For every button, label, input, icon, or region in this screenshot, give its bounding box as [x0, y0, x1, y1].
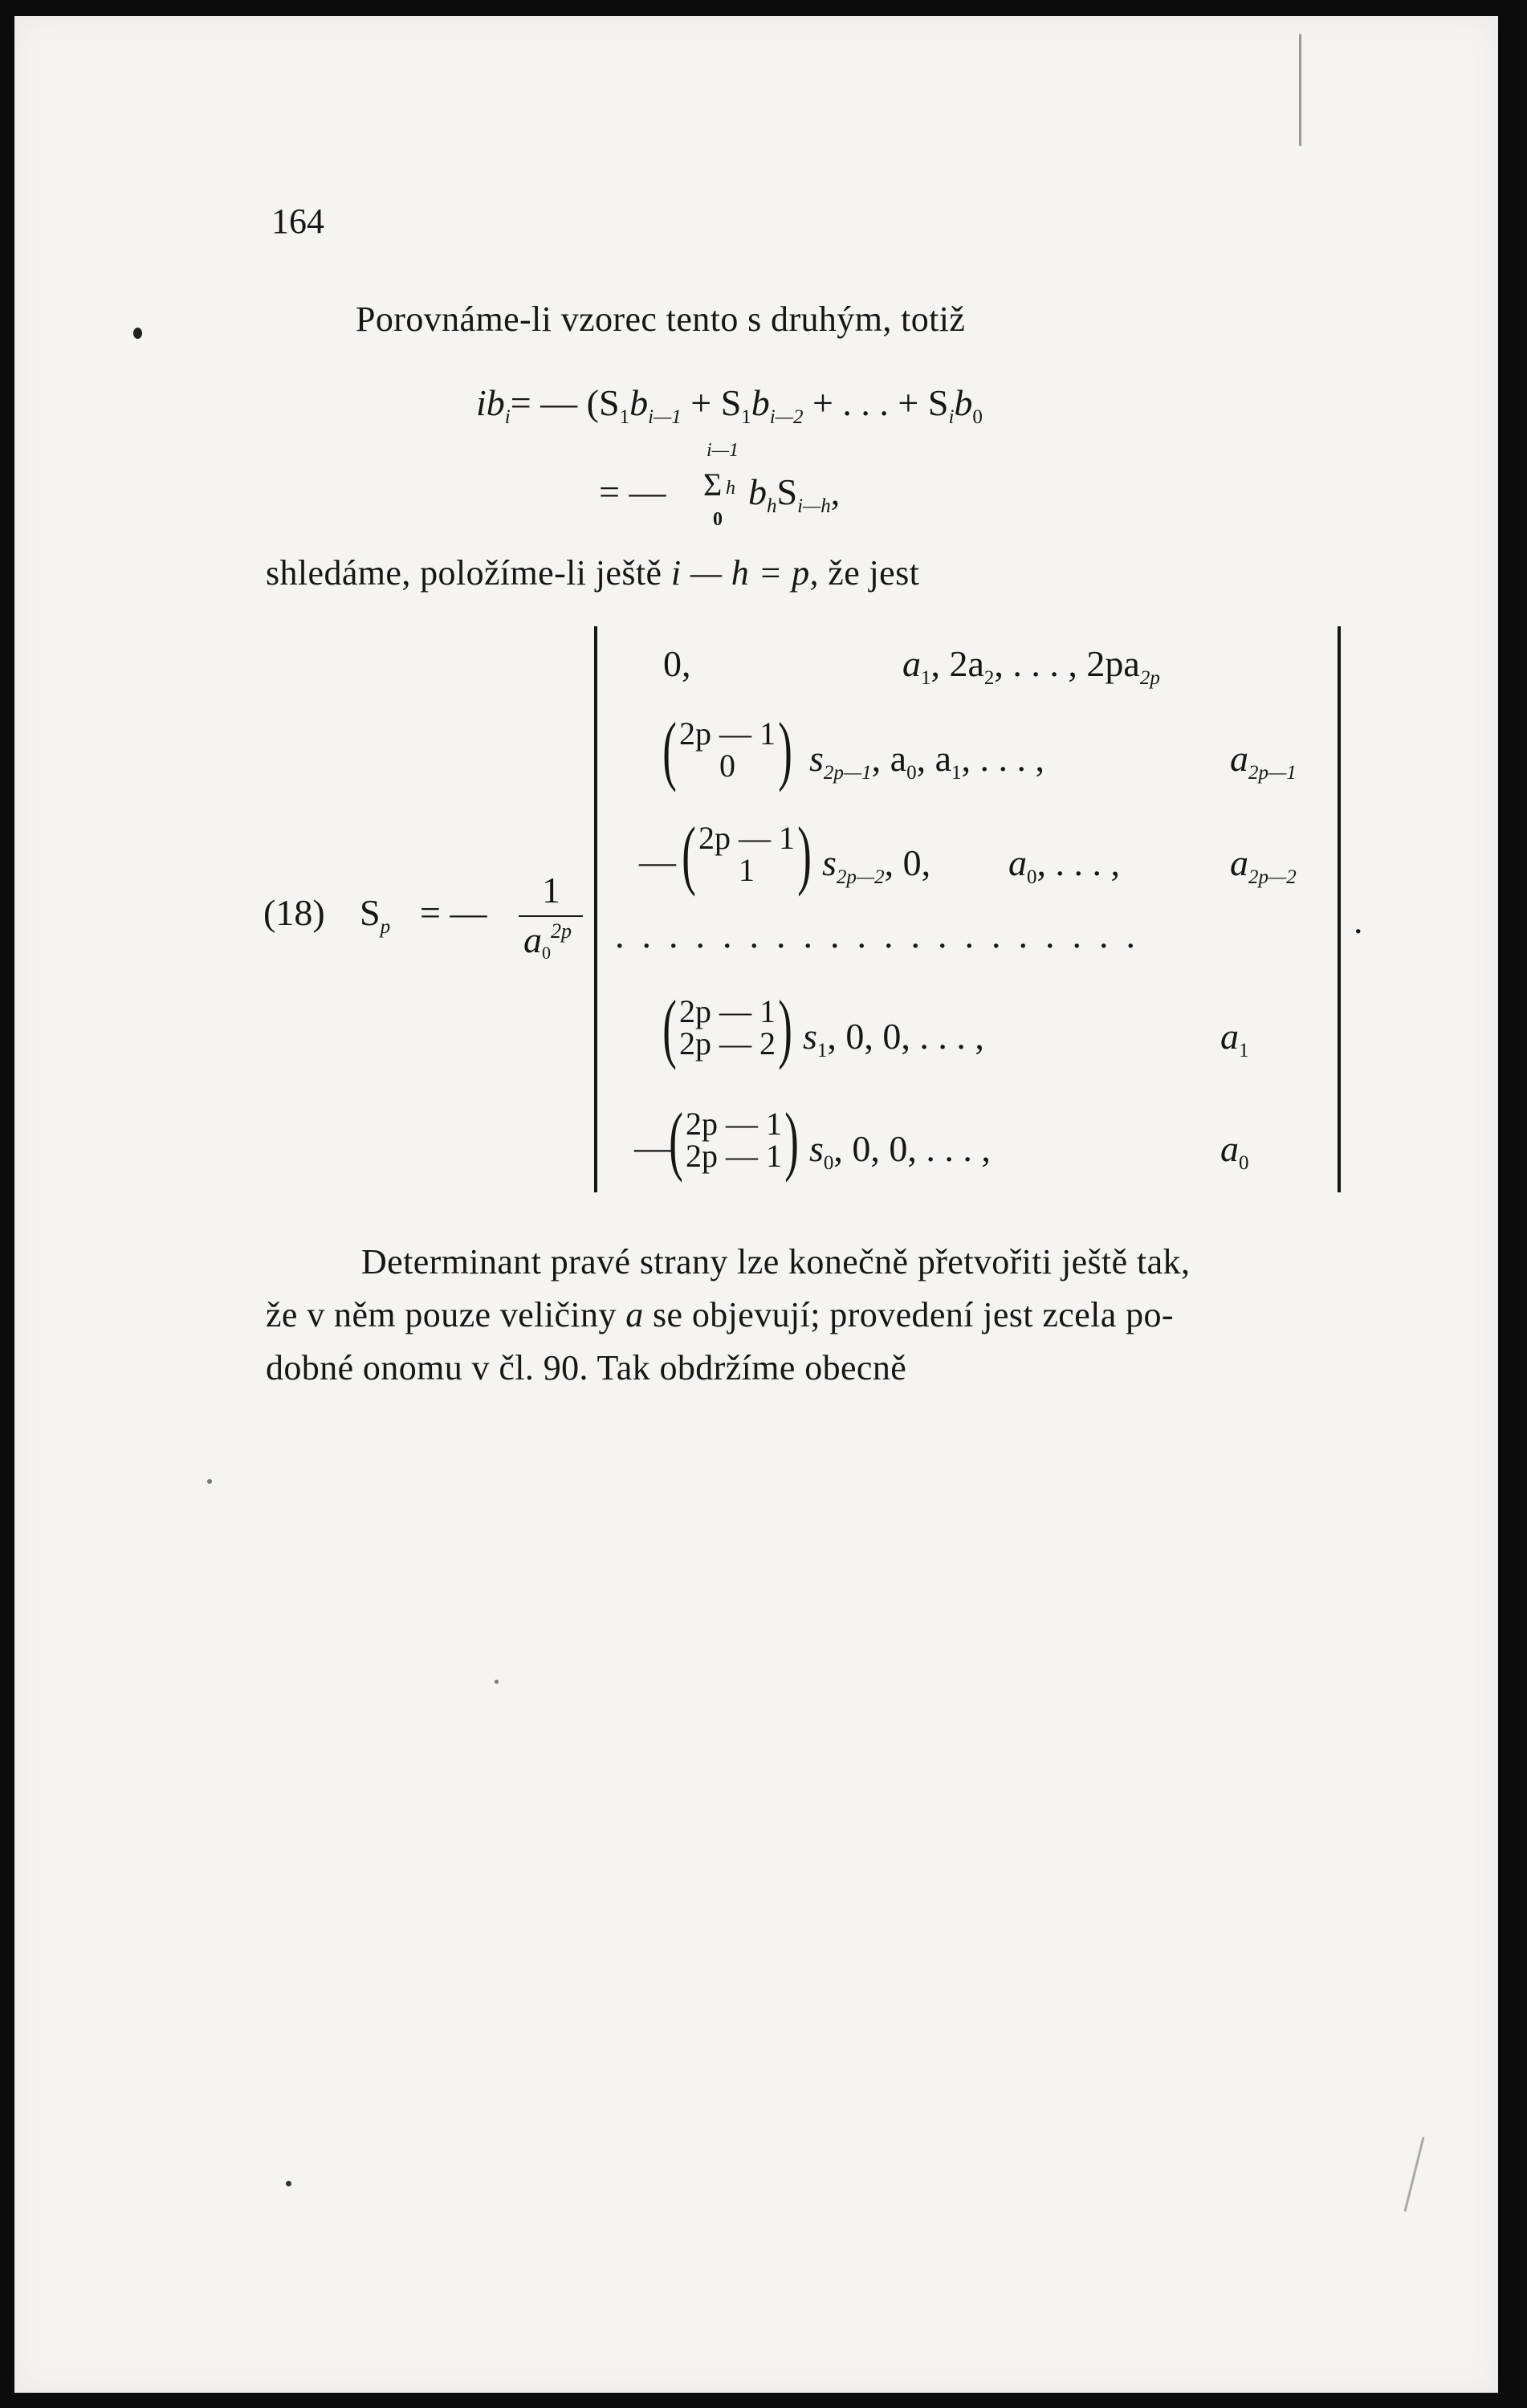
- det-row-5-last: $a_1$: [1220, 1016, 1249, 1061]
- det-row-2-values: $s_{2p—1}$, $a_0$, $a_1$, . . . ,: [809, 738, 1044, 784]
- scan-mark: [1299, 34, 1301, 146]
- sum-upper-limit: i—1: [706, 440, 739, 461]
- sum-sign: Σ: [703, 467, 723, 503]
- scan-speck: [495, 1680, 499, 1684]
- det-row-2-last: $a_{2p—1}$: [1230, 738, 1297, 784]
- det-row-3-last: $a_{2p—2}$: [1230, 842, 1297, 888]
- equation-label: (18): [263, 892, 325, 933]
- equation-lhs: $S_p$: [360, 892, 391, 938]
- determinant-left-bar: [594, 626, 597, 1192]
- sum-index: h: [726, 478, 735, 499]
- det-row-3-values: $s_{2p—2}$, 0,: [822, 842, 931, 888]
- page-number: 164: [271, 202, 324, 241]
- binomial-coefficient: ( 2p — 1 1 ): [682, 811, 812, 897]
- paragraph-line-2: že v něm pouze veličiny a se objevují; provedení jest zcela po-: [266, 1295, 1174, 1334]
- equation-end-dot: .: [1354, 900, 1363, 941]
- sum-term: $b_hS_{i—h}$,: [748, 471, 841, 517]
- det-row-6-last: $a_0$: [1220, 1128, 1249, 1174]
- paragraph-line-1: Determinant pravé strany lze konečně přetvořiti ještě tak,: [361, 1242, 1191, 1281]
- determinant-right-bar: [1338, 626, 1341, 1192]
- det-row-3-minus: —: [639, 841, 676, 882]
- fraction-line: [519, 915, 583, 917]
- scan-mark: [1403, 2137, 1424, 2212]
- det-row-dots: ....................: [615, 915, 1153, 955]
- paragraph-line-3: dobné onomu v čl. 90. Tak obdržíme obecně: [266, 1348, 907, 1387]
- equation-equals: = —: [420, 892, 487, 933]
- fraction-denominator: $a0^{2p}$: [523, 919, 572, 963]
- det-row-6-values: $s_0$, 0, 0, . . . ,: [809, 1128, 991, 1174]
- det-row-5-values: $s_1$, 0, 0, . . . ,: [803, 1016, 984, 1061]
- scan-speck: [286, 2181, 291, 2186]
- sum-lower-limit: 0: [713, 509, 723, 530]
- page-sheet: [14, 16, 1498, 2393]
- scan-speck: [207, 1479, 212, 1484]
- det-row-5: [657, 984, 798, 1070]
- binomial-coefficient: ( 2p — 1 2p — 1 ): [669, 1097, 799, 1183]
- scan-speck: [133, 328, 142, 339]
- det-row-3: [676, 811, 817, 897]
- det-row-2: [657, 707, 798, 792]
- det-row-6: [663, 1097, 804, 1183]
- binomial-coefficient: ( 2p — 1 2p — 2 ): [662, 984, 792, 1070]
- det-row-1-col-1: 0,: [663, 643, 691, 684]
- fraction-numerator: 1: [542, 870, 560, 911]
- det-row-3-mid: $a_0$, . . . ,: [1008, 842, 1120, 888]
- equation-1: $ib_i=$ — ($S_1b_{i—1} + S_1b_{i—2}$ + . . . + $S_ib_0$: [476, 382, 983, 428]
- text-line-2: shledáme, položíme-li ještě i — h = p, že jest: [266, 553, 920, 593]
- binomial-coefficient: ( 2p — 1 0 ): [662, 707, 792, 792]
- intro-text: Porovnáme-li vzorec tento s druhým, totiž: [356, 299, 966, 339]
- equation-2: = —: [599, 471, 666, 512]
- det-row-1-rest: $a_1$, $2a_2$, . . . , $2pa_{2p}$: [902, 643, 1160, 689]
- det-row-6-minus: —: [634, 1127, 671, 1167]
